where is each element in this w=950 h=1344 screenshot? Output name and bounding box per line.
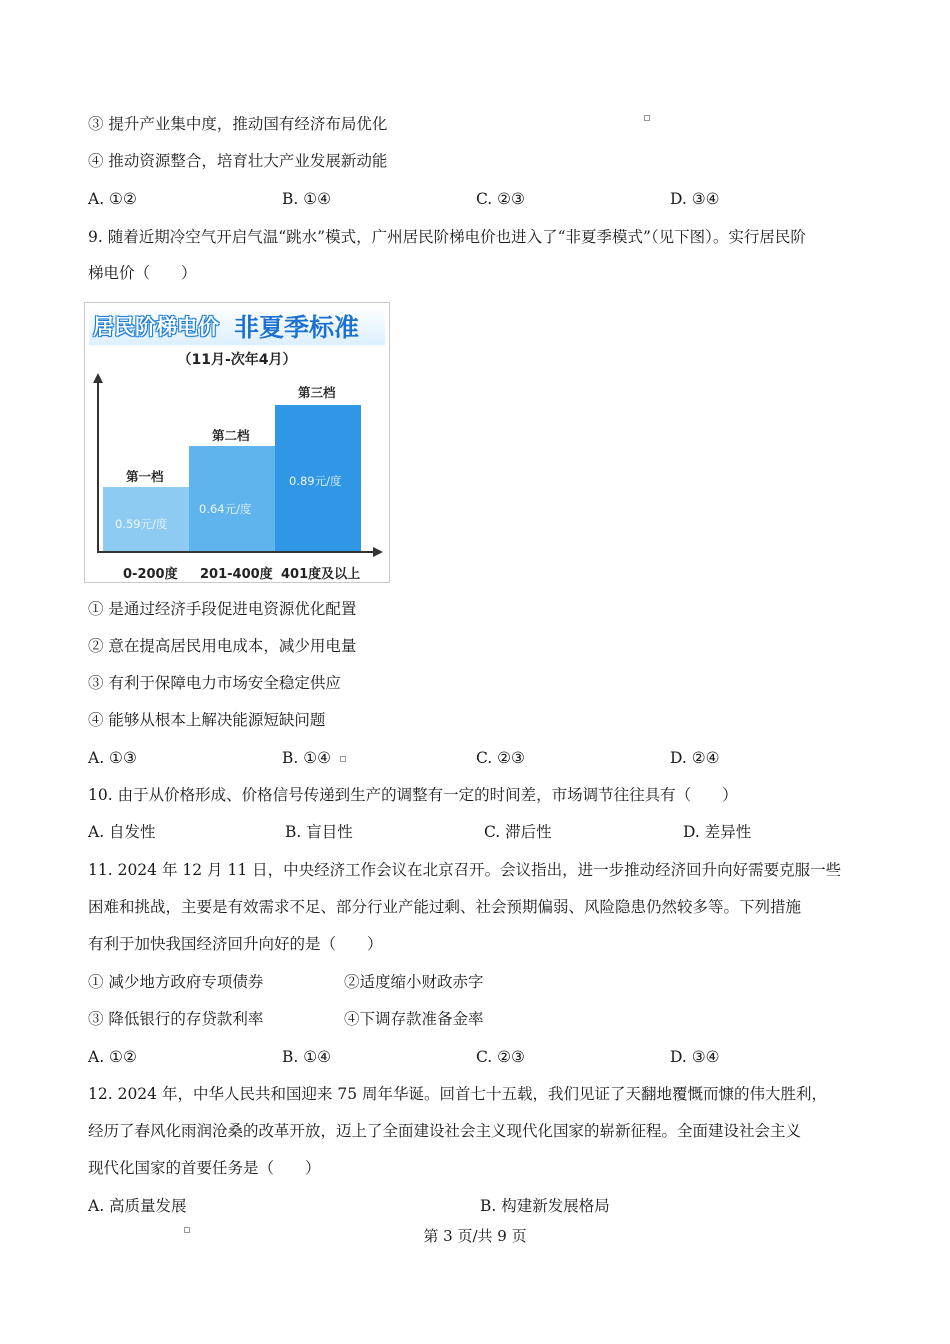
q11-statement-1: ① 减少地方政府专项债券 bbox=[88, 973, 264, 991]
tier-3-range: 401度及以上 bbox=[281, 567, 361, 582]
q9-statement-4: ④ 能够从根本上解决能源短缺问题 bbox=[88, 711, 326, 729]
x-axis bbox=[97, 551, 377, 553]
tier-2-range: 201-400度 bbox=[200, 567, 273, 582]
q9-choice-c: C. ②③ bbox=[476, 749, 525, 767]
tier-2-name: 第二档 bbox=[212, 428, 250, 443]
q12-choice-b: B. 构建新发展格局 bbox=[480, 1197, 610, 1215]
tier-1-range: 0-200度 bbox=[123, 567, 178, 582]
q9-stem-line-2: 梯电价（ ） bbox=[88, 264, 197, 282]
q11-statement-2: ②适度缩小财政赤字 bbox=[344, 973, 484, 991]
q12-stem-line-1: 12. 2024 年，中华人民共和国迎来 75 周年华诞。回首七十五载，我们见证了天翻地覆慨而慷的伟大胜利， bbox=[88, 1085, 828, 1103]
q11-choice-c: C. ②③ bbox=[476, 1048, 525, 1066]
q9-statement-2: ② 意在提高居民用电成本，减少用电量 bbox=[88, 637, 357, 655]
x-axis-arrow bbox=[373, 547, 383, 557]
q8-choice-d: D. ③④ bbox=[670, 190, 720, 208]
q11-stem-line-2: 困难和挑战，主要是有效需求不足、部分行业产能过剩、社会预期偏弱、风险隐患仍然较多等。下列措施 bbox=[88, 898, 802, 916]
figure-title-part-2: 非夏季标准 bbox=[234, 313, 360, 342]
tier-3-price: 0.89元/度 bbox=[289, 474, 342, 488]
q9-stem-line-1: 9. 随着近期冷空气开启气温“跳水”模式，广州居民阶梯电价也进入了“非夏季模式”（见下图）。实行居民阶 bbox=[88, 228, 806, 246]
q9-statement-1: ① 是通过经济手段促进电资源优化配置 bbox=[88, 600, 357, 618]
q8-choice-a: A. ①② bbox=[88, 190, 137, 208]
q11-stem-line-1: 11. 2024 年 12 月 11 日，中央经济工作会议在北京召开。会议指出，进一步推动经济回升向好需要克服一些 bbox=[88, 861, 842, 879]
figure-subtitle: （11月-次年4月） bbox=[177, 352, 297, 368]
q10-choice-c: C. 滞后性 bbox=[484, 823, 552, 841]
q12-stem-line-2: 经历了春风化雨润沧桑的改革开放，迈上了全面建设社会主义现代化国家的崭新征程。全面建设社会主义 bbox=[88, 1122, 802, 1140]
q11-statement-4: ④下调存款准备金率 bbox=[344, 1010, 484, 1028]
artifact-mark bbox=[340, 756, 346, 762]
q11-choice-b: B. ①④ bbox=[282, 1048, 332, 1066]
q8-choice-b: B. ①④ bbox=[282, 190, 332, 208]
q8-statement-3: ③ 提升产业集中度，推动国有经济布局优化 bbox=[88, 115, 388, 133]
q10-choice-d: D. 差异性 bbox=[683, 823, 752, 841]
q10-choice-b: B. 盲目性 bbox=[285, 823, 353, 841]
figure-title-part-1: 居民阶梯电价 bbox=[93, 315, 219, 339]
page-footer: 第 3 页/共 9 页 bbox=[423, 1227, 527, 1245]
tier-1-name: 第一档 bbox=[126, 469, 164, 484]
q11-choice-a: A. ①② bbox=[88, 1048, 137, 1066]
q9-choice-b: B. ①④ bbox=[282, 749, 332, 767]
q8-statement-4: ④ 推动资源整合，培育壮大产业发展新动能 bbox=[88, 152, 388, 170]
q9-choice-a: A. ①③ bbox=[88, 749, 137, 767]
y-axis bbox=[97, 381, 99, 553]
q12-choice-a: A. 高质量发展 bbox=[88, 1197, 187, 1215]
q9-choice-d: D. ②④ bbox=[670, 749, 720, 767]
tier-2-bar bbox=[189, 446, 275, 551]
tiered-electricity-price-figure bbox=[84, 302, 390, 583]
q9-statement-3: ③ 有利于保障电力市场安全稳定供应 bbox=[88, 674, 341, 692]
artifact-mark bbox=[644, 115, 650, 121]
tier-1-price: 0.59元/度 bbox=[115, 517, 168, 531]
q8-choice-c: C. ②③ bbox=[476, 190, 525, 208]
q11-stem-line-3: 有利于加快我国经济回升向好的是（ ） bbox=[88, 935, 383, 953]
figure-title-banner bbox=[89, 305, 385, 345]
q11-choice-d: D. ③④ bbox=[670, 1048, 720, 1066]
q12-stem-line-3: 现代化国家的首要任务是（ ） bbox=[88, 1159, 321, 1177]
q10-choice-a: A. 自发性 bbox=[88, 823, 156, 841]
q11-statement-3: ③ 降低银行的存贷款利率 bbox=[88, 1010, 264, 1028]
tier-2-price: 0.64元/度 bbox=[199, 502, 252, 516]
tier-3-name: 第三档 bbox=[298, 385, 336, 400]
q10-stem: 10. 由于从价格形成、价格信号传递到生产的调整有一定的时间差，市场调节往往具有（ ） bbox=[88, 786, 738, 804]
